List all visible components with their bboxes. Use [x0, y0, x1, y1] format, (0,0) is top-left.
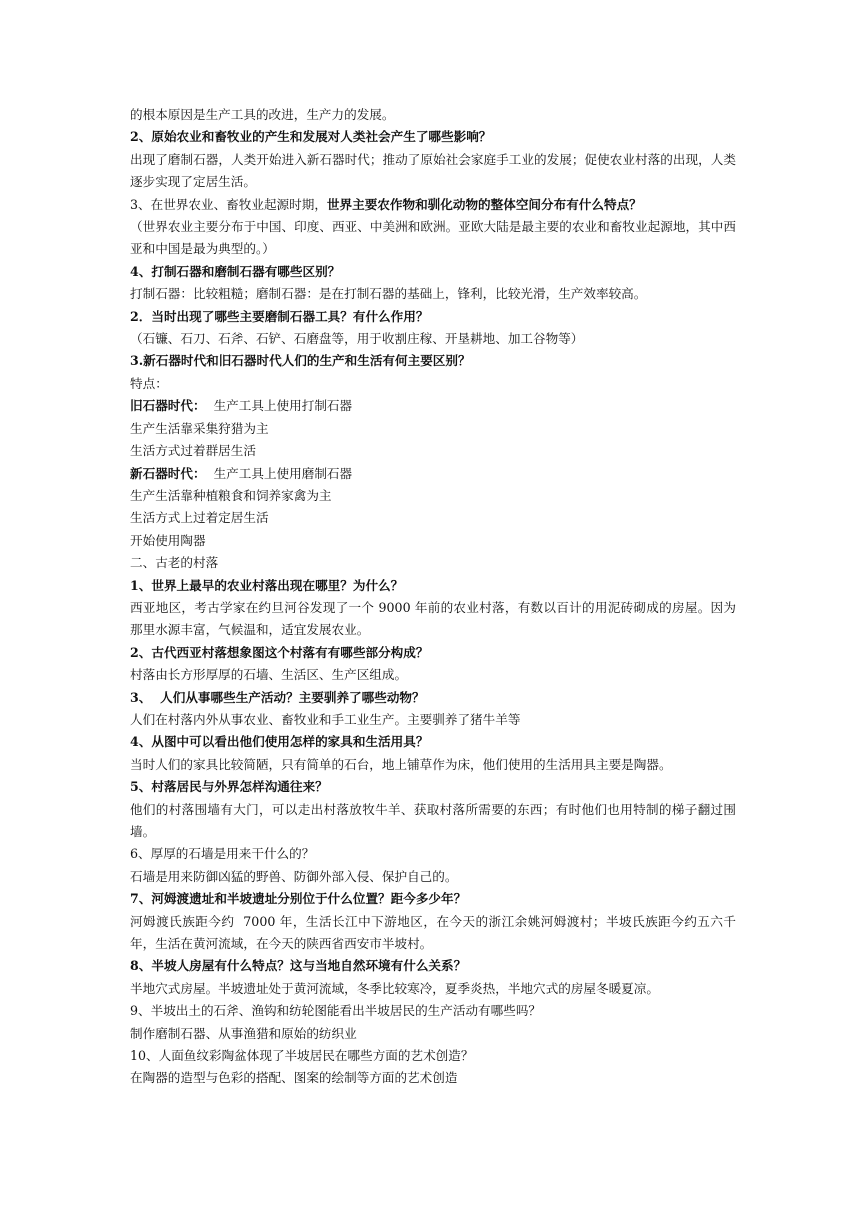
- question-prefix: 3、在世界农业、畜牧业起源时期，: [130, 196, 327, 212]
- answer-line: 当时人们的家具比较简陋，只有简单的石台，地上铺草作为床，他们使用的生活用具主要是陶器。: [130, 756, 672, 772]
- text-line: 生产生活靠种植粮食和饲养家禽为主: [130, 487, 332, 503]
- question-heading: 4、打制石器和磨制石器有哪些区别？: [130, 263, 341, 279]
- text-line: 开始使用陶器: [130, 532, 206, 548]
- question-heading: 10、人面鱼纹彩陶盆体现了半坡居民在哪些方面的艺术创造？: [130, 1048, 474, 1064]
- era-line: [130, 395, 736, 417]
- question-heading: 2．当时出现了哪些主要磨制石器工具？有什么作用？: [130, 308, 429, 324]
- answer-line: 石墙是用来防御凶猛的野兽、防御外部入侵、保护自己的。: [130, 868, 458, 884]
- question-heading: 8、半坡人房屋有什么特点？这与当地自然环境有什么关系？: [130, 958, 467, 974]
- answer-line: 村落由长方形厚厚的石墙、生活区、生产区组成。: [130, 667, 408, 683]
- text-line: 生活方式过着群居生活: [130, 443, 256, 459]
- question-heading: 9、半坡出土的石斧、渔钩和纺轮图能看出半坡居民的生产活动有哪些吗？: [130, 1003, 542, 1019]
- text-line: 特点：: [130, 375, 168, 391]
- answer-line: （石镰、石刀、石斧、石铲、石磨盘等，用于收割庄稼、开垦耕地、加工谷物等）: [130, 331, 584, 347]
- section-heading: 二、古老的村落: [130, 555, 219, 571]
- text-line: 的根本原因是生产工具的改进，生产力的发展。: [130, 107, 395, 122]
- answer-paragraph: 出现了磨制石器，人类开始进入新石器时代；推动了原始社会家庭手工业的发展；促使农业村落的出现，人类逐步实现了定居生活。: [130, 151, 736, 190]
- question-heading: [130, 194, 736, 216]
- document-body: [130, 104, 736, 1090]
- era-detail: 生产工具上使用磨制石器: [205, 465, 353, 481]
- answer-line: 人们在村落内外从事农业、畜牧业和手工业生产。主要驯养了猪牛羊等: [130, 711, 521, 727]
- question-heading: 6、厚厚的石墙是用来干什么的？: [130, 846, 315, 862]
- answer-paragraph: 他们的村落围墙有大门，可以走出村落放牧牛羊、获取村落所需要的东西；有时他们也用特制的梯子翻过围墙。: [130, 801, 736, 839]
- answer-line: 制作磨制石器、从事渔猎和原始的纺织业: [130, 1025, 357, 1041]
- answer-paragraph: 河姆渡氏族距今约 7000 年，生活长江中下游地区，在今天的浙江余姚河姆渡村；半坡氏族距今约五六千年，生活在黄河流域，在今天的陕西省西安市半坡村。: [130, 913, 736, 952]
- question-heading: 5、村落居民与外界怎样沟通往来？: [130, 779, 328, 795]
- era-line: [130, 463, 736, 485]
- era-label: 旧石器时代：: [130, 398, 206, 414]
- answer-paragraph: （世界农业主要分布于中国、印度、西亚、中美洲和欧洲。亚欧大陆是最主要的农业和畜牧业起源地，其中西亚和中国是最为典型的。）: [130, 219, 736, 257]
- answer-line: 半地穴式房屋。半坡遗址处于黄河流域，冬季比较寒冷，夏季炎热，半地穴式的房屋冬暖夏凉。: [130, 980, 659, 996]
- era-detail: 生产工具上使用打制石器: [205, 398, 353, 414]
- question-heading: 2、原始农业和畜牧业的产生和发展对人类社会产生了哪些影响？: [130, 129, 492, 145]
- question-heading: 3、 人们从事哪些生产活动？主要驯养了哪些动物？: [130, 689, 425, 705]
- question-emphasis: 世界主要农作物和驯化动物的整体空间分布有什么特点？: [326, 196, 642, 212]
- era-label: 新石器时代：: [130, 465, 206, 481]
- answer-line: 打制石器：比较粗糙；磨制石器：是在打制石器的基础上，锋利，比较光滑，生产效率较高。: [130, 286, 647, 302]
- text-line: 生活方式上过着定居生活: [130, 510, 269, 526]
- question-heading: 4、从图中可以看出他们使用怎样的家具和生活用具？: [130, 734, 429, 750]
- question-heading: 2、古代西亚村落想象图这个村落有有哪些部分构成？: [130, 644, 429, 660]
- question-heading: 1、世界上最早的农业村落出现在哪里？为什么？: [130, 577, 404, 593]
- answer-paragraph: 西亚地区，考古学家在约旦河谷发现了一个 9000 年前的农业村落，有数以百计的用泥砖砌成的房屋。因为那里水源丰富，气候温和，适宜发展农业。: [130, 599, 736, 638]
- answer-line: 在陶器的造型与色彩的搭配、图案的绘制等方面的艺术创造: [130, 1070, 458, 1086]
- text-line: 生产生活靠采集狩猎为主: [130, 420, 269, 436]
- question-heading: 3.新石器时代和旧石器时代人们的生产和生活有何主要区别？: [130, 353, 471, 369]
- question-heading: 7、河姆渡遗址和半坡遗址分别位于什么位置？距今多少年？: [130, 891, 467, 907]
